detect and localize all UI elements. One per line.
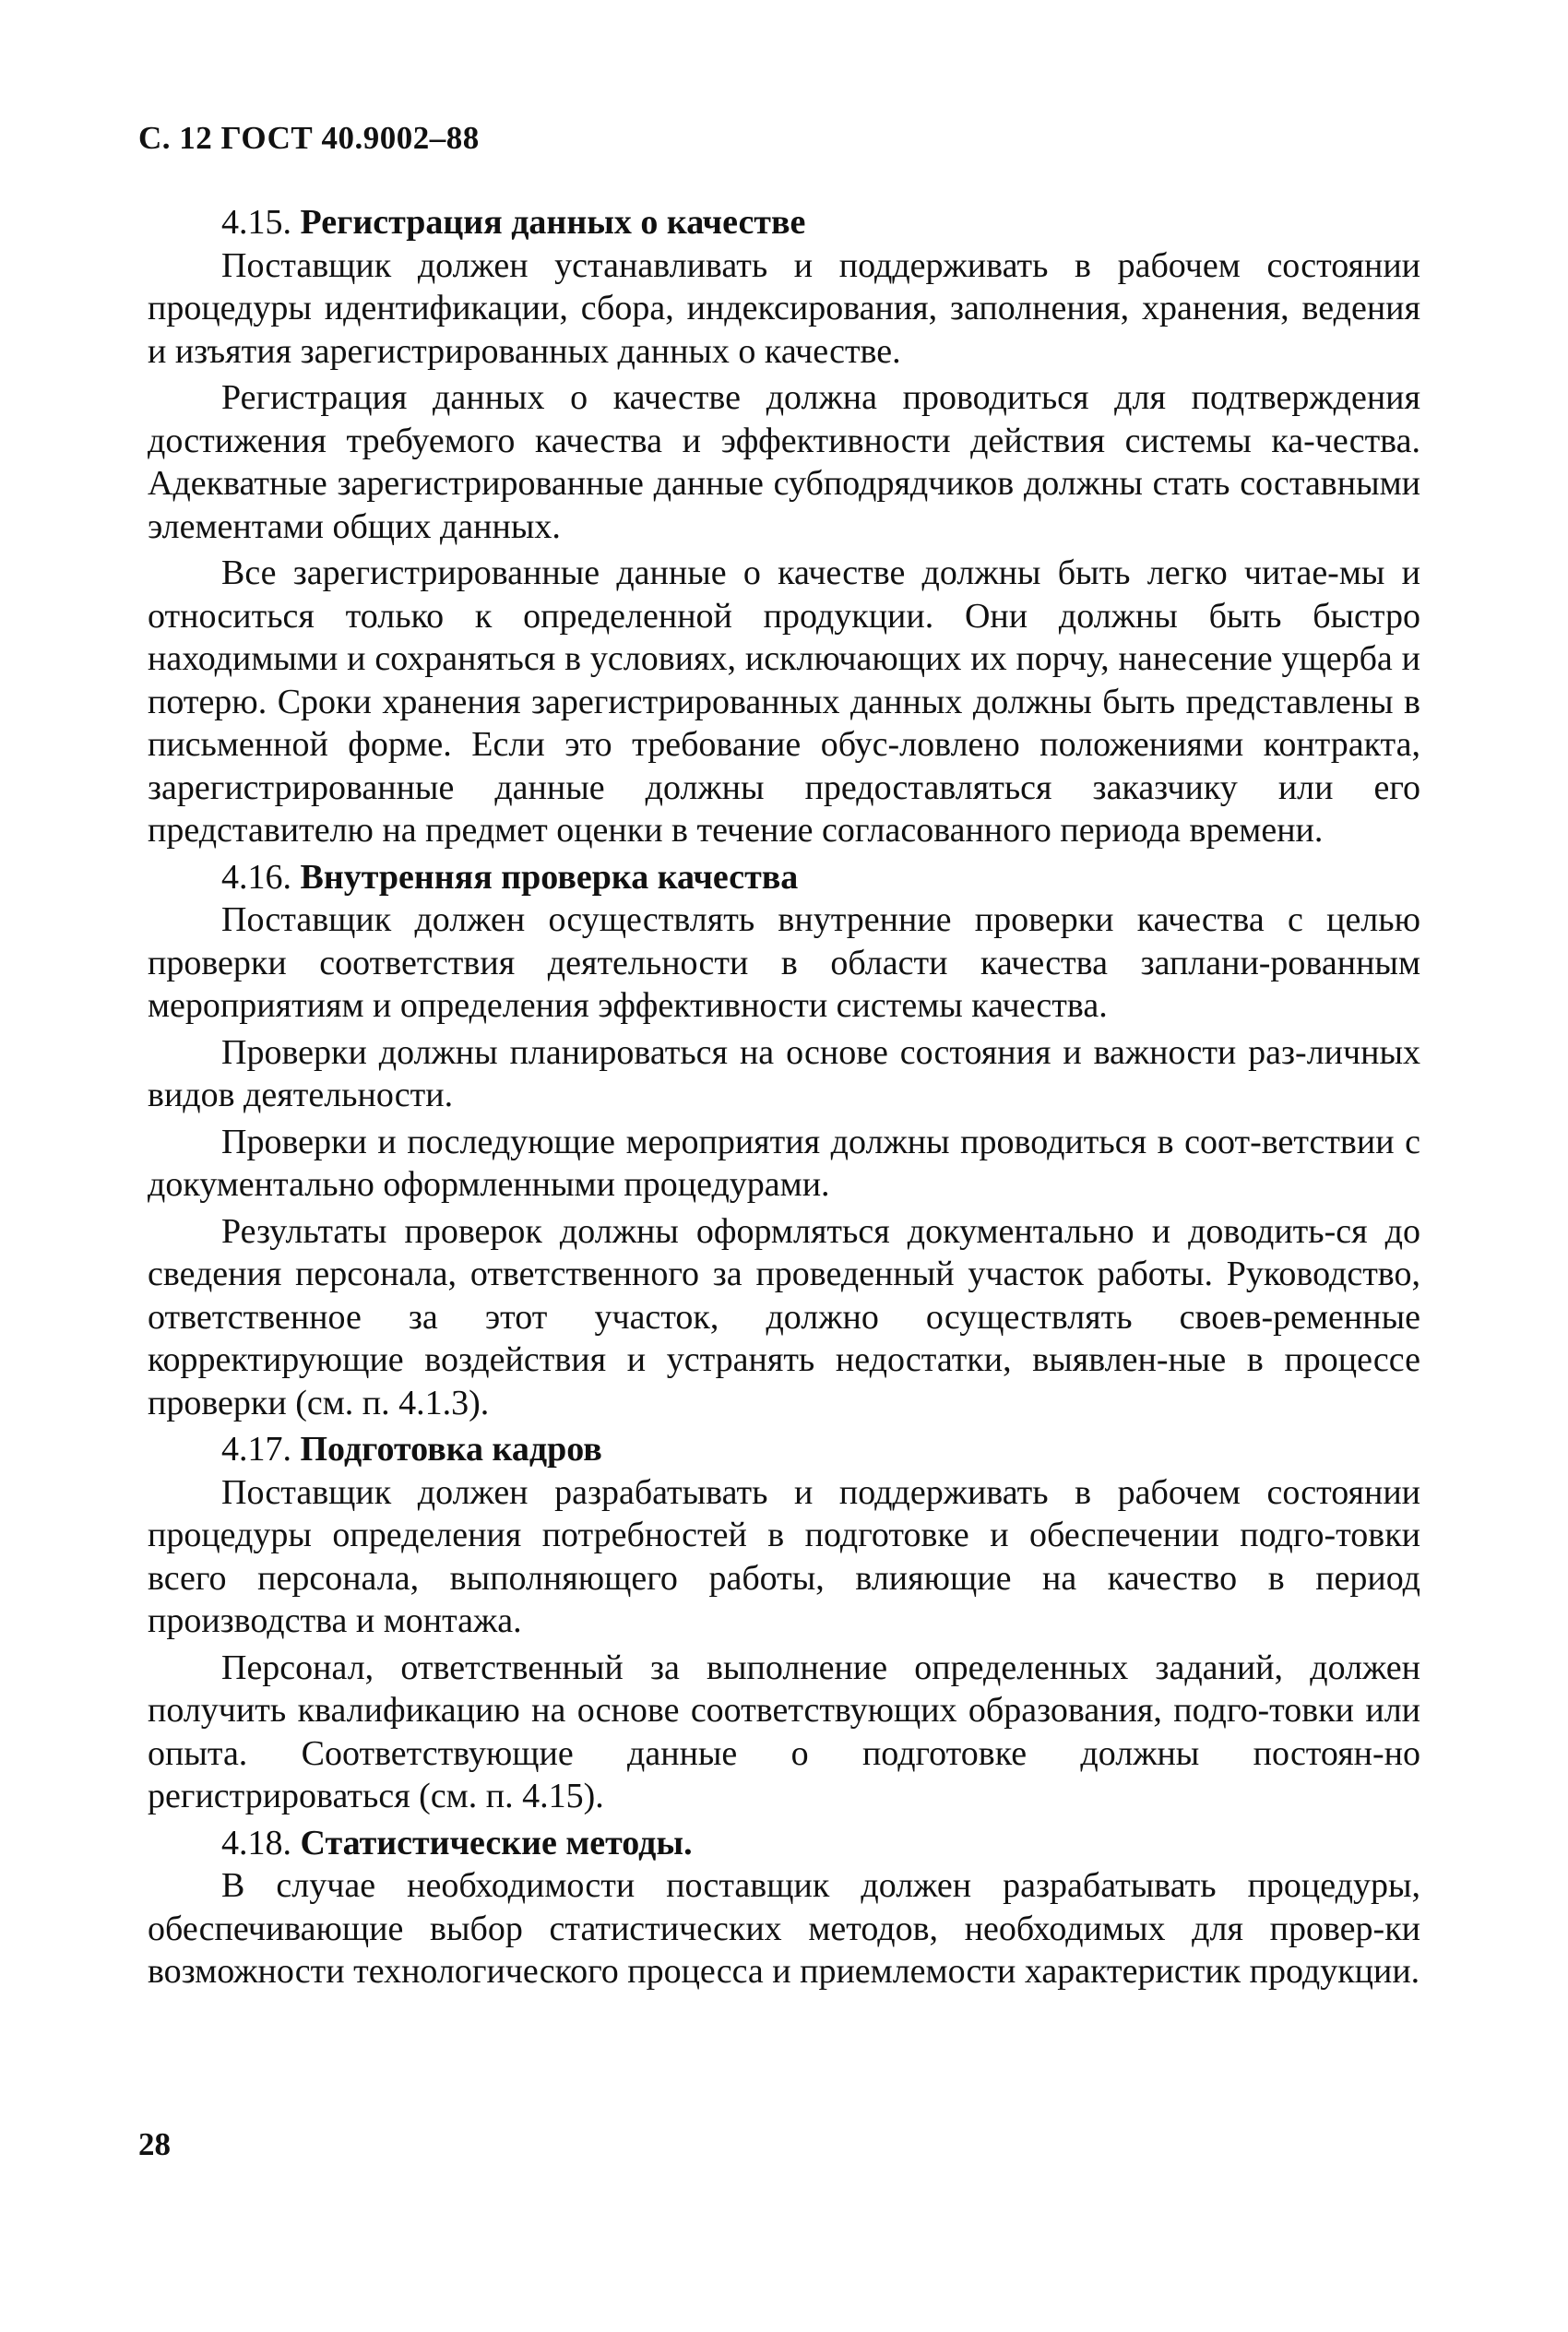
section-heading-4-18: [148, 1822, 1420, 1865]
paragraph: Все зарегистрированные данные о качестве должны быть легко читае-мы и относиться только к определенной продукции. Они должны быть быстро находимыми и сохраняться в условиях, исключающих их порчу, нанесение ущерба и потерю. Сроки хранения зарегистрированных данных должны быть представлены в письменной форме. Если это требование обус-ловлено положениями контракта, зарегистрированные данные должны предоставляться заказчику или его представителю на предмет оценки в течение согласованного периода времени.: [148, 553, 1420, 850]
section-heading-4-15: [148, 201, 1420, 244]
paragraph: В случае необходимости поставщик должен разрабатывать процедуры, обеспечивающие выбор статистических методов, необходимых для провер-ки возможности технологического процесса и приемлемости характеристик продукции.: [148, 1866, 1420, 1991]
document-body: [148, 201, 1420, 1997]
section-number: 4.17.: [221, 1430, 291, 1469]
paragraph: Поставщик должен разрабатывать и поддерживать в рабочем состоянии процедуры определения потребностей в подготовке и обеспечении подго-товки всего персонала, выполняющего работы, влияющие на качество в период производства и монтажа.: [148, 1472, 1420, 1640]
section-number: 4.18.: [221, 1823, 291, 1862]
paragraph: Проверки должны планироваться на основе состояния и важности раз-личных видов деятельности.: [148, 1032, 1420, 1114]
section-title: Подготовка кадров: [300, 1430, 602, 1469]
paragraph: Регистрация данных о качестве должна проводиться для подтверждения достижения требуемого качества и эффективности действия системы ка-чества. Адекватные зарегистрированные данные субподрядчиков должны стать составными элементами общих данных.: [148, 378, 1420, 546]
section-title: Внутренняя проверка качества: [300, 857, 799, 897]
paragraph: Проверки и последующие мероприятия должны проводиться в соот-ветствии с документально оформленными процедурами.: [148, 1122, 1420, 1204]
page-header: С. 12 ГОСТ 40.9002–88: [138, 120, 480, 156]
section-title: Регистрация данных о качестве: [300, 203, 806, 242]
section-number: 4.15.: [221, 203, 291, 242]
section-number: 4.16.: [221, 857, 291, 897]
paragraph: Поставщик должен устанавливать и поддерживать в рабочем состоянии процедуры идентификации, сбора, индексирования, заполнения, хранения, ведения и изъятия зарегистрированных данных о качестве.: [148, 245, 1420, 371]
paragraph: Персонал, ответственный за выполнение определенных заданий, должен получить квалификацию на основе соответствующих образования, подго-товки или опыта. Соответствующие данные о подготовке должны постоян-но регистрироваться (см. п. 4.15).: [148, 1648, 1420, 1815]
paragraph: Результаты проверок должны оформляться документально и доводить-ся до сведения персонала, ответственного за проведенный участок работы. Руководство, ответственное за этот участок, должно осуществлять своев-ременные корректирующие воздействия и устранять недостатки, выявлен-ные в процессе проверки (см. п. 4.1.3).: [148, 1211, 1420, 1422]
section-heading-4-16: [148, 856, 1420, 899]
page-number: 28: [138, 2126, 171, 2162]
paragraph: Поставщик должен осуществлять внутренние проверки качества с целью проверки соответствия деятельности в области качества заплани-рованным мероприятиям и определения эффективности системы качества.: [148, 900, 1420, 1025]
section-heading-4-17: [148, 1428, 1420, 1471]
section-title: Статистические методы.: [300, 1823, 693, 1862]
